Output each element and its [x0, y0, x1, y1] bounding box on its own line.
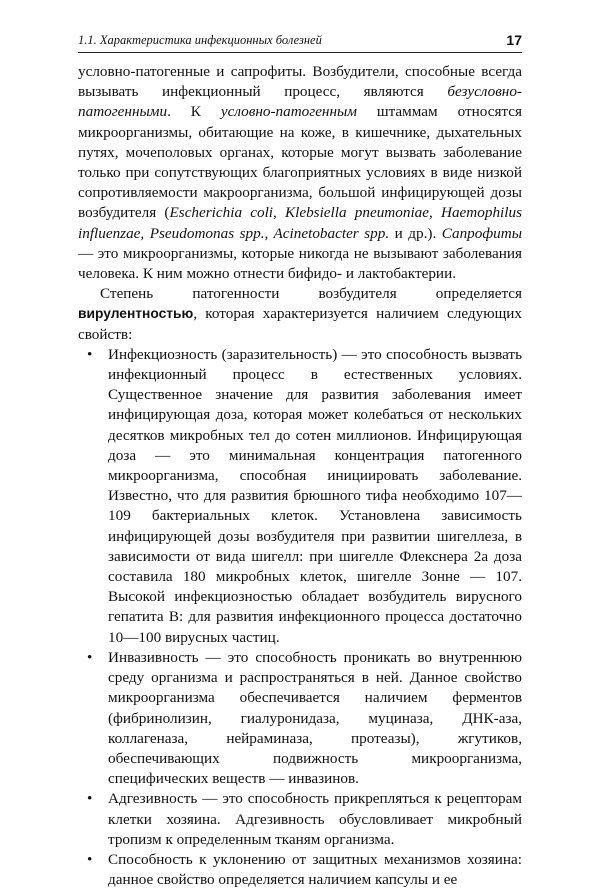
bullet-icon: • [87, 345, 93, 363]
list-item: • Инвазивность — это способность проникать во внутреннюю среду организма и распространяться в ней. Данное свойство микроорганизма обеспечивается наличием ферментов (фибринолизин, гиалуронидаза, муциназа, ДНК-аза, коллагеназа, нейраминаза, протеазы), жгутиков, обеспечивающих подвижность микроорганизма, специфических веществ — инвазинов. [87, 648, 522, 788]
list-item: • Инфекциозность (заразительность) — это способность вызвать инфекционный процесс в естественных условиях. Существенное значение для развития заболевания имеет инфицирующая доза, которая может колебаться от нескольких десятков микробных тел до сотен миллионов. Инфицирующая доза — это минимальная концентрация патогенного микроорганизма, способная инициировать заболевание. Известно, что для развития брюшного тифа необходимо 107—109 бактериальных клеток. Установлена зависимость инфицирующей дозы возбудителя при развитии шигеллеза, в зависимости от вида шигелл: при шигелле Флекснера 2а доза составила 180 микробных клеток, шигелле Зонне — 107. Высокой инфекциозностью обладает возбудитель вирусного гепатита В: для развития инфекционного процесса достаточно 10—100 вирусных частиц. [87, 345, 522, 646]
term-unconditionally-pathogenic: безусловно-патогенными [78, 83, 522, 121]
list-item: • Адгезивность — это способность прикрепляться к рецепторам клетки хозяина. Адгезивность обусловливает микробный тропизм к определенным тканям организма. [87, 790, 522, 848]
header-rule [78, 52, 522, 53]
paragraph-2: Степень патогенности возбудителя определяется вирулентностью, которая характеризуется наличием следующих свойств: [78, 285, 522, 343]
properties-list [78, 345, 522, 890]
body-text [78, 62, 522, 890]
species-list: Escherichia coli, Klebsiella pneumoniae, Haemophilus influenzae, Pseudomonas spp., Acinetobacter spp. [78, 204, 522, 242]
list-item: • Способность к уклонению от защитных механизмов хозяина: данное свойство определяется наличием капсулы и ее [87, 850, 522, 889]
chapter-title: 1.1. Характеристика инфекционных болезней [78, 33, 322, 47]
bullet-icon: • [87, 790, 93, 808]
bullet-icon: • [87, 850, 93, 868]
term-conditionally-pathogenic: условно-патогенным [220, 103, 357, 121]
running-header [78, 33, 522, 51]
paragraph-1: условно-патогенные и сапрофиты. Возбудители, способные всегда вызывать инфекционный процесс, являются безусловно-патогенными. К условно-патогенным штаммам относятся микроорганизмы, обитающие на коже, в кишечнике, дыхательных путях, мочеполовых органах, которые могут вызвать заболевание только при сопутствующих благоприятных условиях в виде низкой сопротивляемости макроорганизма, большой инфицирующей дозы возбудителя (Escherichia coli, Klebsiella pneumoniae, Haemophilus influenzae, Pseudomonas spp., Acinetobacter spp. и др.). Сапрофиты — это микроорганизмы, которые никогда не вызывают заболевания человека. К ним можно отнести бифидо- и лактобактерии. [78, 63, 522, 283]
term-virulence: вирулентностью [78, 306, 194, 322]
term-saprophytes: Сапрофиты [441, 224, 522, 242]
bullet-icon: • [87, 648, 93, 666]
page-number: 17 [506, 32, 522, 48]
